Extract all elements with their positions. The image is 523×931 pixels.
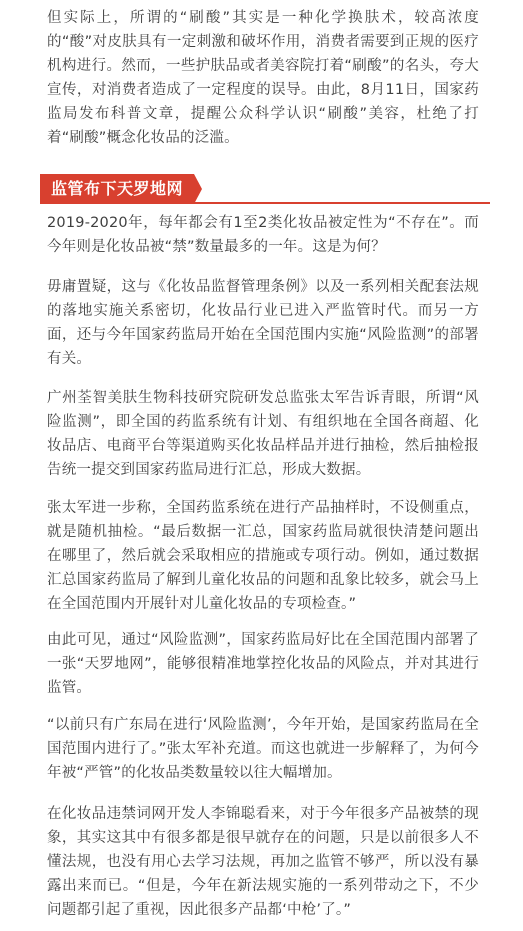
paragraph: 张太军进一步称，全国药监系统在进行产品抽样时，不设侧重点，就是随机抽检。“最后数据一汇总，国家药监局就很快清楚问题出在哪里了，然后就会采取相应的措施或专项行动。例如，通过数据汇总国家药监局了解到儿童化妆品的问题和乱象比较多，就会马上在全国范围内开展针对儿童化妆品的专项检查。” [47, 500, 479, 612]
heading-underline [190, 202, 490, 204]
intro-paragraph: 但实际上，所谓的“刷酸”其实是一种化学换肤术，较高浓度的“酸”对皮肤具有一定刺激和破坏作用，消费者需要到正规的医疗机构进行。然而，一些护肤品或者美容院打着“刷酸”的名头，夸大宣传，对消费者造成了一定程度的误导。由此，8月11日，国家药监局发布科普文章，提醒公众科学认识“刷酸”美容，杜绝了打着“刷酸”概念化妆品的泛滥。 [47, 10, 479, 146]
paragraph: 在化妆品违禁词网开发人李锦聪看来，对于今年很多产品被禁的现象，其实这其中有很多都是很早就存在的问题，只是以前很多人不懂法规，也没有用心去学习法规，再加之监管不够严，所以没有暴露出来而已。“但是，今年在新法规实施的一系列带动之下，不少问题都引起了重视，因此很多产品都‘中枪’了。” [47, 806, 479, 918]
section-heading-text: 监管布下天罗地网 [51, 179, 184, 198]
section-heading-label [40, 174, 194, 204]
paragraph: 广州荃智美肤生物科技研究院研发总监张太军告诉青眼，所谓“风险监测”，即全国的药监系统有计划、有组织地在全国各商超、化妆品店、电商平台等渠道购买化妆品样品并进行抽检，然后抽检报告统一提交到国家药监局进行汇总，形成大数据。 [47, 390, 479, 478]
paragraph: 2019-2020年，每年都会有1至2类化妆品被定性为“不存在”。而今年则是化妆品被“禁”数量最多的一年。这是为何？ [47, 215, 479, 255]
heading-arrow-icon [194, 174, 202, 204]
paragraph: 毋庸置疑，这与《化妆品监督管理条例》以及一系列相关配套法规的落地实施关系密切，化妆品行业已进入严监管时代。而另一方面，还与今年国家药监局开始在全国范围内实施“风险监测”的部署有关。 [47, 279, 479, 367]
paragraph: 由此可见，通过“风险监测”，国家药监局好比在全国范围内部署了一张“天罗地网”，能够很精准地掌控化妆品的风险点，并对其进行监管。 [47, 632, 479, 696]
paragraph: “以前只有广东局在进行‘风险监测’，今年开始，是国家药监局在全国范围内进行了。”张太军补充道。而这也就进一步解释了，为何今年被“严管”的化妆品类数量较以往大幅增加。 [47, 717, 479, 781]
section-heading [40, 174, 490, 204]
